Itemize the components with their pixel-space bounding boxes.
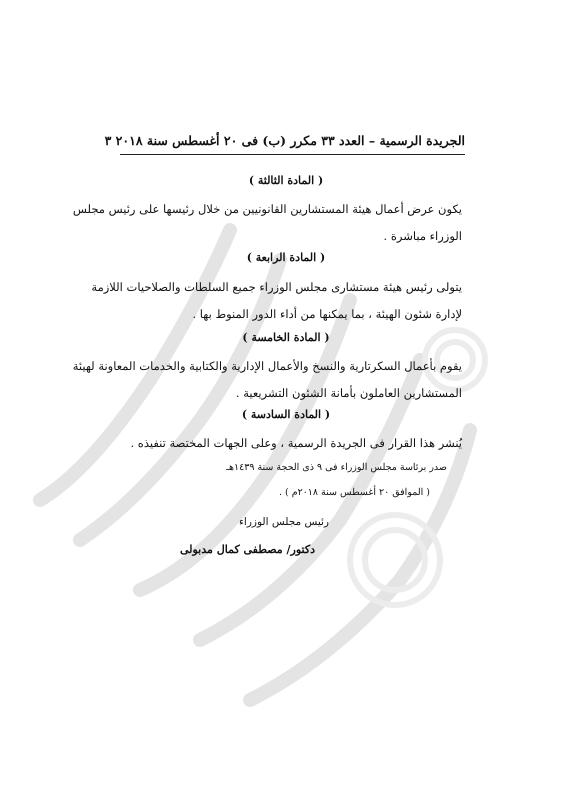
signature-title: رئيس مجلس الوزراء <box>238 516 329 528</box>
article-6-body <box>110 430 462 457</box>
article-5-line-2: المستشارين العاملون بأمانة الشئون التشريعية . <box>235 386 462 400</box>
article-6-line-1: يُنشر هذا القرار فى الجريدة الرسمية ، وعلى الجهات المختصة تنفيذه . <box>130 436 462 450</box>
article-5-heading: ( المادة الخامسة ) <box>242 331 330 344</box>
article-6-heading: ( المادة السادسة ) <box>241 408 331 421</box>
gazette-header: الجريدة الرسمية – العدد ٣٣ مكرر (ب) فى ٢٠ أغسطس سنة ٢٠١٨ ٣ <box>104 133 465 148</box>
article-4-body <box>91 274 462 328</box>
article-5-line-1: يقوم بأعمال السكرتارية والنسخ والأعمال الإدارية والكتابية والخدمات المعاونة لهيئة <box>72 359 462 373</box>
article-3-line-2: الوزراء مباشرة . <box>383 229 462 243</box>
article-3-heading: ( المادة الثالثة ) <box>248 174 324 187</box>
issued-date-gregorian: ( الموافق ٢٠ أغسطس سنة ٢٠١٨م ) . <box>278 487 430 498</box>
article-4-heading: ( المادة الرابعة ) <box>246 251 326 264</box>
article-4-line-1: يتولى رئيس هيئة مستشارى مجلس الوزراء جميع السلطات والصلاحيات اللازمة <box>91 280 462 294</box>
issued-date-hijri: صدر برئاسة مجلس الوزراء فى ٩ ذى الحجة سنة ١٤٣٩هـ <box>226 462 447 473</box>
article-4-line-2: لإدارة شئون الهيئة ، بما يمكنها من أداء الدور المنوط بها . <box>192 307 462 321</box>
article-5-body <box>72 353 462 407</box>
header-divider <box>120 154 465 155</box>
signature-name: دكتور/ مصطفى كمال مدبولى <box>179 543 315 556</box>
article-3-body <box>72 196 462 250</box>
article-3-line-1: يكون عرض أعمال هيئة المستشارين القانونيين من خلال رئيسها على رئيس مجلس <box>72 202 462 216</box>
